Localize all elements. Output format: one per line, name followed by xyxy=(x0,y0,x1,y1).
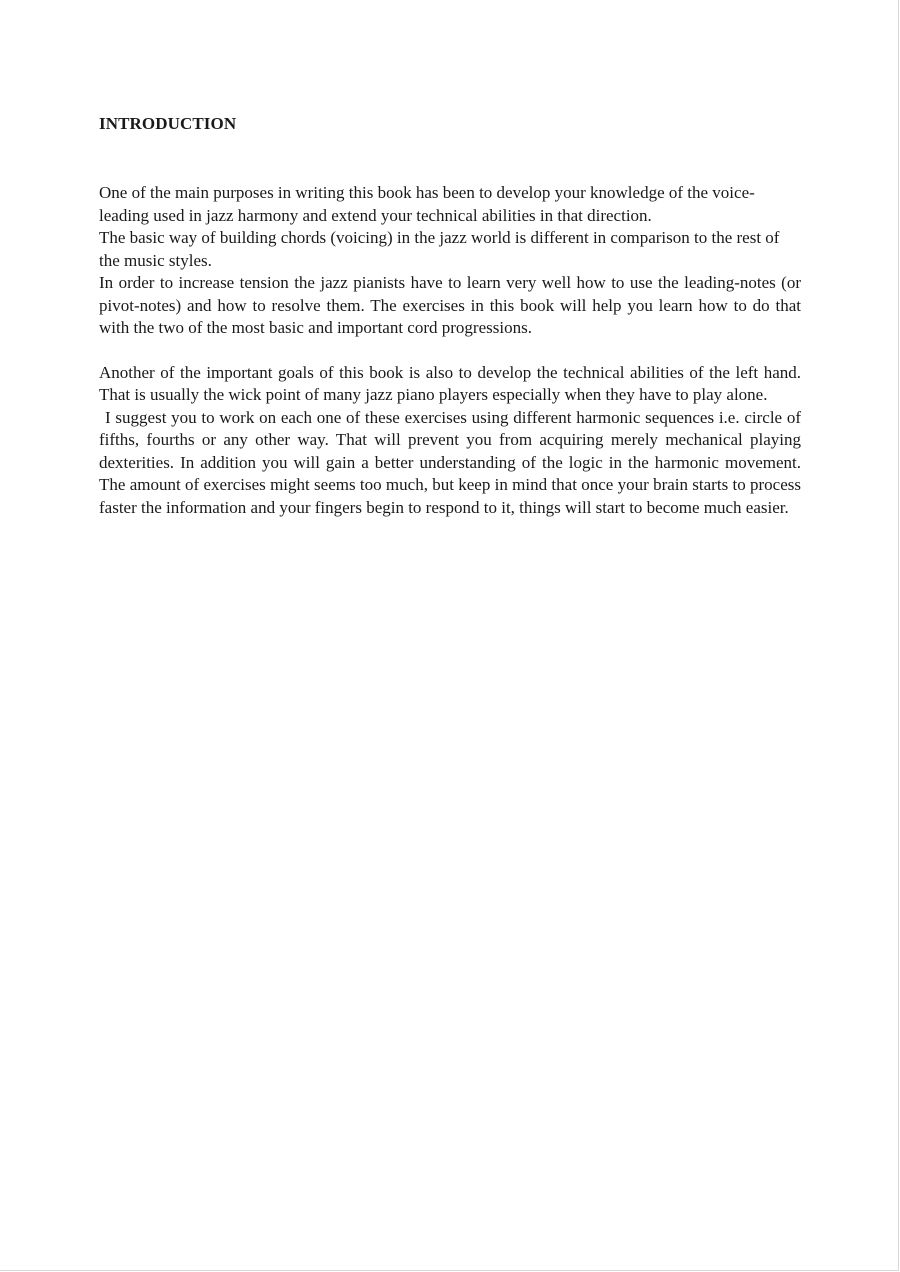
page-content xyxy=(99,113,801,519)
paragraph-spacer xyxy=(99,340,801,362)
paragraph-purpose: One of the main purposes in writing this book has been to develop your knowledge of the voice-leading used in jazz harmony and extend your technical abilities in that direction. xyxy=(99,183,755,225)
paragraph-voicing: The basic way of building chords (voicing) in the jazz world is different in comparison to the rest of the music styles. xyxy=(99,228,780,270)
paragraph-tension: In order to increase tension the jazz pianists have to learn very well how to use the leading-notes (or pivot-notes) and how to resolve them. The exercises in this book will help you learn how to do that with the two of the most basic and important cord progressions. xyxy=(99,273,801,337)
paragraph-suggestion: I suggest you to work on each one of these exercises using different harmonic sequences i.e. circle of fifths, fourths or any other way. That will prevent you from acquiring merely mechanical playing dexterities. In addition you will gain a better understanding of the logic in the harmonic movement. The amount of exercises might seems too much, but keep in mind that once your brain starts to process faster the information and your fingers begin to respond to it, things will start to become much easier. xyxy=(99,407,801,517)
page-heading: INTRODUCTION xyxy=(99,114,237,133)
paragraph-left-hand: Another of the important goals of this book is also to develop the technical abilities of the left hand. That is usually the wick point of many jazz piano players especially when they have to play alone. xyxy=(99,362,801,404)
